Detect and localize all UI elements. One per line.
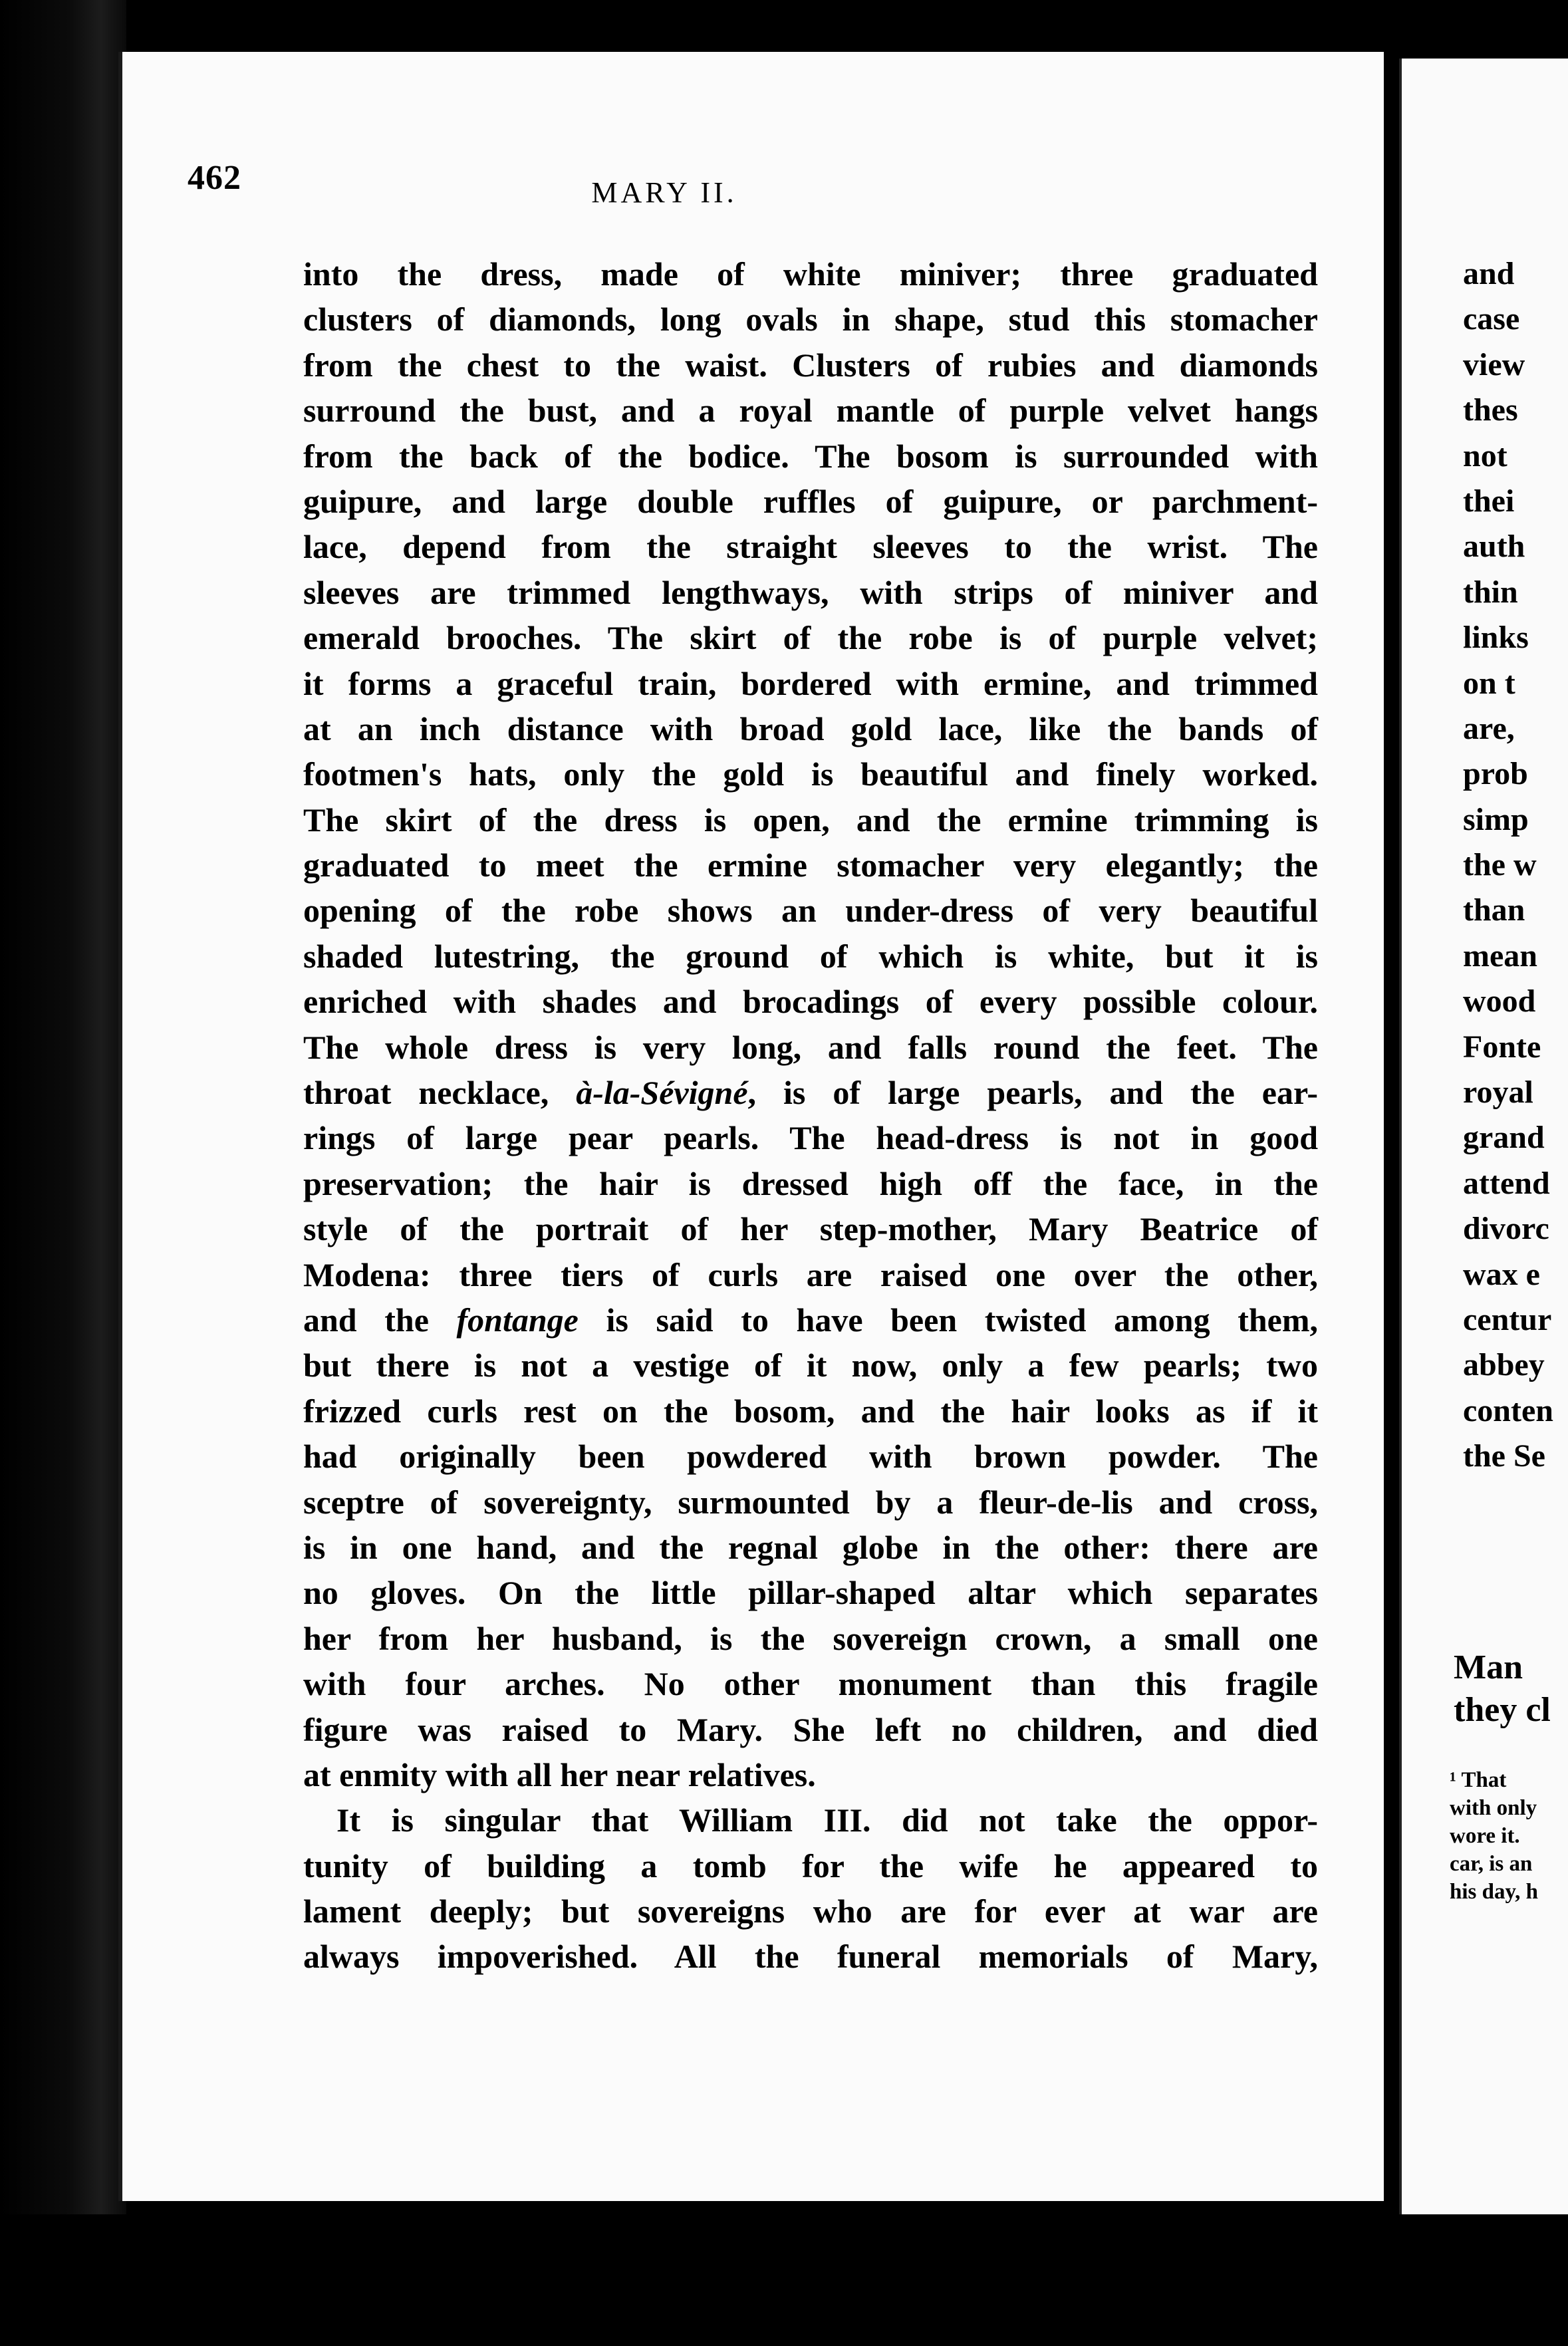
text-line: preservation; the hair is dressed high off the face, in the [303,1164,1318,1202]
text-line: with four arches. No other monument than this fragile [303,1665,1318,1703]
facing-text-line: attend [1463,1165,1550,1201]
text-line: had originally been powdered with brown powder. The [303,1438,1318,1476]
facing-text-line: prob [1463,756,1528,792]
text-line: into the dress, made of white miniver; three graduated [303,255,1318,293]
text-line: shaded lutestring, the ground of which is white, but it is [303,937,1318,975]
footnote-line: car, is an [1450,1852,1533,1876]
text-line: lament deeply; but sovereigns who are for ever at war are [303,1892,1318,1930]
facing-text-line: divorc [1463,1211,1549,1247]
running-title [0,176,1568,209]
facing-text-line: conten [1463,1392,1553,1428]
footnote-line: his day, h [1450,1880,1538,1904]
text-line: tunity of building a tomb for the wife he appeared to [303,1847,1318,1885]
text-line: her from her husband, is the sovereign crown, a small one [303,1619,1318,1657]
text-line: guipure, and large double ruffles of guipure, or parchment- [303,482,1318,520]
text-line: The whole dress is very long, and falls round the feet. The [303,1028,1318,1066]
facing-text-line: they cl [1454,1691,1551,1729]
text-line: footmen's hats, only the gold is beautiful and finely worked. [303,755,1318,793]
facing-text-line: the w [1463,847,1537,883]
text-line: frizzed curls rest on the bosom, and the hair looks as if it [303,1392,1318,1430]
footnote-line: with only [1450,1796,1537,1820]
facing-text-line: are, [1463,710,1515,746]
book-gutter [1384,47,1399,2214]
facing-text-line: simp [1463,801,1529,837]
text-line: lace, depend from the straight sleeves to the wrist. The [303,528,1318,566]
text-line: figure was raised to Mary. She left no children, and died [303,1710,1318,1748]
footnote-line: ¹ That [1450,1768,1507,1792]
text-line: emerald brooches. The skirt of the robe is of purple velvet; [303,619,1318,657]
text-line: enriched with shades and brocadings of every possible colour. [303,983,1318,1021]
facing-text-line: mean [1463,938,1537,974]
text-line: rings of large pear pearls. The head-dress is not in good [303,1119,1318,1157]
page-number: 462 [188,159,241,197]
facing-text-line: abbey [1463,1347,1545,1383]
facing-text-line: than [1463,892,1525,928]
text-line: sceptre of sovereignty, surmounted by a fleur-de-lis and cross, [303,1483,1318,1521]
facing-text-line: grand [1463,1120,1545,1156]
footnote-line: wore it. [1450,1824,1520,1848]
text-line: is in one hand, and the regnal globe in the other: there are [303,1528,1318,1566]
text-line: but there is not a vestige of it now, only a few pearls; two [303,1347,1318,1384]
facing-page-text [1463,251,1568,1480]
facing-text-line: not [1463,438,1507,473]
facing-text-line: wood [1463,983,1536,1019]
facing-text-line: the Se [1463,1438,1545,1474]
text-line: from the back of the bodice. The bosom is surrounded with [303,437,1318,475]
facing-text-line: royal [1463,1075,1533,1110]
text-line: Modena: three tiers of curls are raised one over the other, [303,1255,1318,1293]
text-line: surround the bust, and a royal mantle of purple velvet hangs [303,392,1318,430]
facing-text-line: auth [1463,529,1525,565]
facing-text-line: on t [1463,665,1515,701]
text-line: at an inch distance with broad gold lace, like the bands of [303,710,1318,747]
running-title-text: MARY II. [591,176,737,209]
text-line: at enmity with all her near relatives. [303,1756,816,1793]
text-line: and the fontange is said to have been twisted among them, [303,1301,1318,1339]
facing-text-line: view [1463,346,1525,382]
facing-text-line: case [1463,301,1520,337]
facing-text-line: links [1463,620,1529,656]
text-line: always impoverished. All the funeral memorials of Mary, [303,1938,1318,1976]
facing-text-line: centur [1463,1301,1552,1337]
facing-text-line: thes [1463,392,1518,428]
body-text [303,251,1318,1980]
text-line: clusters of diamonds, long ovals in shape, stud this stomacher [303,301,1318,338]
text-line: no gloves. On the little pillar-shaped altar which separates [303,1574,1318,1612]
text-line: throat necklace, à-la-Sévigné, is of large pearls, and the ear- [303,1074,1318,1112]
facing-text-line: thin [1463,574,1518,610]
facing-page-section-start [1454,1646,1551,1732]
text-line: sleeves are trimmed lengthways, with strips of miniver and [303,573,1318,611]
italic-phrase: à-la-Sévigné [576,1074,748,1112]
italic-phrase: fontange [456,1301,579,1339]
facing-text-line: Fonte [1463,1029,1541,1065]
text-line: opening of the robe shows an under-dress of very beautiful [303,892,1318,930]
text-line: graduated to meet the ermine stomacher very elegantly; the [303,847,1318,884]
facing-page-footnotes [1450,1766,1538,1906]
facing-text-line: thei [1463,483,1515,519]
text-line: style of the portrait of her step-mother, Mary Beatrice of [303,1210,1318,1248]
scan-left-edge [0,0,126,2346]
text-line: from the chest to the waist. Clusters of rubies and diamonds [303,346,1318,384]
facing-text-line: and [1463,256,1515,291]
facing-text-line: wax e [1463,1256,1540,1292]
facing-text-line: Man [1454,1648,1523,1686]
text-line: The skirt of the dress is open, and the ermine trimming is [303,801,1318,839]
text-line: It is singular that William III. did not take the oppor- [336,1801,1318,1839]
scan-bottom-edge [0,2214,1568,2346]
text-line: it forms a graceful train, bordered with ermine, and trimmed [303,664,1318,702]
